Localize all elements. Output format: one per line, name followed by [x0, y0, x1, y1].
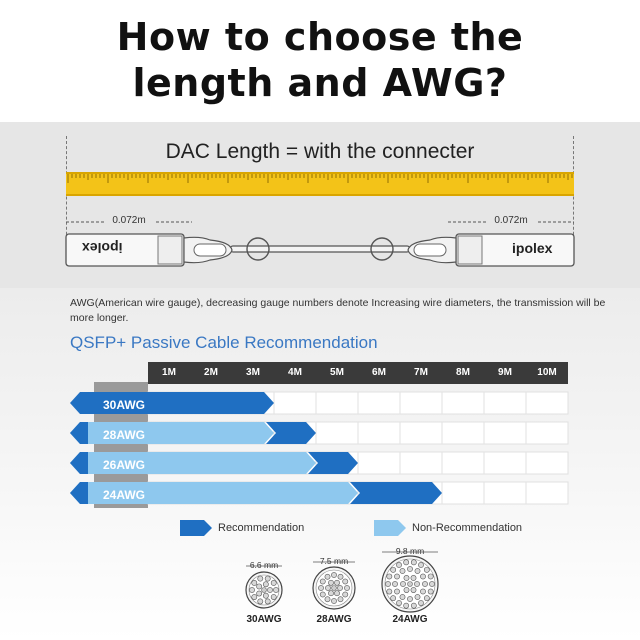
cable-conductor [400, 581, 405, 586]
cable-conductor [258, 599, 263, 604]
left-module-brand: ipolex [82, 240, 123, 256]
length-col-4m: 4M [288, 367, 302, 378]
cable-conductor [396, 562, 401, 567]
cable-conductor [387, 589, 392, 594]
cable-conductor [325, 597, 330, 602]
cable-conductor [265, 599, 270, 604]
right-dimension-label: 0.072m [494, 215, 528, 226]
row-label-30awg: 30AWG [103, 398, 146, 412]
cable-conductor [320, 592, 325, 597]
cable-conductor [429, 581, 434, 586]
cable-30awg-diameter: 6.6 mm [249, 560, 279, 570]
length-col-1m: 1M [162, 367, 176, 378]
headline-line-2: length and AWG? [132, 61, 508, 105]
row-label-24awg: 24AWG [103, 488, 146, 502]
cable-conductor [420, 574, 425, 579]
cable-conductor [343, 579, 348, 584]
cable-conductor [400, 568, 405, 573]
headline-line-1: How to choose the [116, 15, 524, 59]
cable-conductor [394, 574, 399, 579]
cable-conductor [428, 574, 433, 579]
cable-conductor [394, 589, 399, 594]
length-col-8m: 8M [456, 367, 470, 378]
length-col-10m: 10M [537, 367, 557, 378]
cable-conductor [411, 560, 416, 565]
cable-24awg-diameter: 9.8 mm [395, 546, 425, 556]
cable-conductor [411, 587, 416, 592]
recommendation-title: QSFP+ Passive Cable Recommendation [70, 333, 378, 352]
cable-conductor [420, 589, 425, 594]
length-col-7m: 7M [414, 367, 428, 378]
cable-conductor [385, 581, 390, 586]
cable-conductor [252, 594, 257, 599]
right-module-brand: ipolex [512, 240, 553, 256]
cable-30awg-label: 30AWG [246, 614, 282, 625]
cable-conductor [328, 580, 333, 585]
cable-24awg-label: 24AWG [392, 614, 428, 625]
cable-conductor [273, 587, 278, 592]
cable-conductor [263, 582, 268, 587]
cable-conductor [411, 603, 416, 608]
legend-recommendation-label: Recommendation [218, 522, 305, 534]
cable-conductor [252, 580, 257, 585]
cable-conductor [337, 585, 342, 590]
legend-non-recommendation-label: Non-Recommendation [412, 522, 523, 534]
cable-conductor [424, 596, 429, 601]
cable-conductor [391, 567, 396, 572]
row-label-28awg: 28AWG [103, 428, 146, 442]
cable-conductor [320, 579, 325, 584]
cable-conductor [257, 591, 262, 596]
cable-conductor [271, 580, 276, 585]
cable-conductor [418, 600, 423, 605]
cable-conductor [404, 603, 409, 608]
cable-conductor [331, 598, 336, 603]
cable-conductor [428, 589, 433, 594]
cable-conductor [338, 574, 343, 579]
length-col-5m: 5M [330, 367, 344, 378]
cable-conductor [267, 587, 272, 592]
cable-conductor [249, 587, 254, 592]
cable-conductor [415, 568, 420, 573]
cable-conductor [343, 592, 348, 597]
cable-conductor [325, 585, 330, 590]
cable-conductor [422, 581, 427, 586]
cable-conductor [391, 596, 396, 601]
cable-conductor [396, 600, 401, 605]
cable-conductor [415, 594, 420, 599]
cable-conductor [334, 580, 339, 585]
length-col-9m: 9M [498, 367, 512, 378]
cable-conductor [411, 575, 416, 580]
cable-28awg-label: 28AWG [316, 614, 352, 625]
cable-conductor [265, 576, 270, 581]
cable-conductor [328, 591, 333, 596]
cable-core [262, 588, 267, 593]
length-col-3m: 3M [246, 367, 260, 378]
cable-conductor [404, 560, 409, 565]
cable-conductor [424, 567, 429, 572]
cable-conductor [257, 584, 262, 589]
cable-conductor [331, 572, 336, 577]
cable-conductor [404, 575, 409, 580]
cable-conductor [387, 574, 392, 579]
awg-description: AWG(American wire gauge), decreasing gauge numbers denote Increasing wire diameters, the transmission will be more longer. [70, 297, 606, 324]
cable-conductor [338, 597, 343, 602]
cable-conductor [418, 562, 423, 567]
cable-conductor [318, 585, 323, 590]
cable-28awg-diameter: 7.5 mm [319, 556, 349, 566]
cable-conductor [344, 585, 349, 590]
cable-conductor [271, 594, 276, 599]
cable-conductor [407, 596, 412, 601]
cable-conductor [258, 576, 263, 581]
cable-conductor [407, 566, 412, 571]
cable-conductor [414, 581, 419, 586]
cable-conductor [400, 594, 405, 599]
left-dimension-label: 0.072m [112, 215, 146, 226]
cable-core [408, 582, 413, 587]
cable-conductor [404, 587, 409, 592]
cable-conductor [334, 591, 339, 596]
cable-core [332, 586, 337, 591]
cable-conductor [325, 574, 330, 579]
cable-conductor [263, 593, 268, 598]
length-col-6m: 6M [372, 367, 386, 378]
length-col-2m: 2M [204, 367, 218, 378]
row-label-26awg: 26AWG [103, 458, 146, 472]
dac-length-title: DAC Length = with the connecter [165, 140, 475, 163]
cable-conductor [392, 581, 397, 586]
